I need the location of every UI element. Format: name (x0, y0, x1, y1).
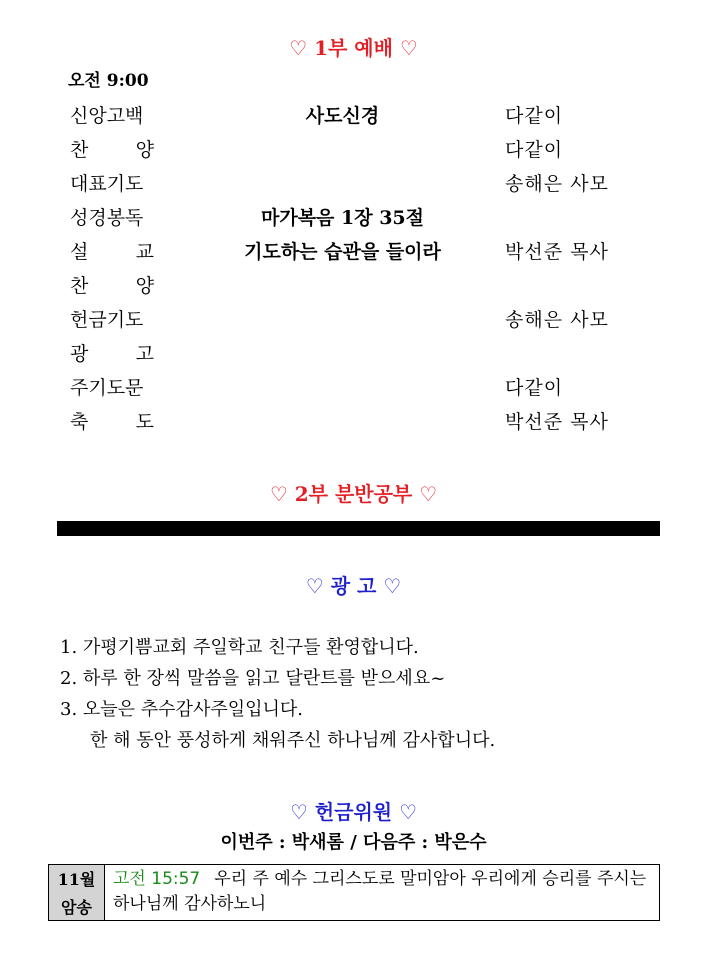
notice-item-continued: 한 해 동안 풍성하게 채워주신 하나님께 감사합니다. (90, 730, 496, 751)
order-item-char: 교 (135, 241, 154, 263)
order-leader: 다같이 (505, 139, 564, 161)
order-item-char: 양 (135, 275, 154, 297)
memory-verse-box (48, 864, 660, 921)
order-item-char: 찬 (70, 139, 89, 161)
memory-verse-text (105, 865, 659, 920)
order-row (70, 203, 650, 237)
order-item-char: 설 (70, 241, 89, 263)
order-content: 사도신경 (305, 105, 380, 127)
order-row (70, 407, 650, 441)
order-item-char: 도 (135, 411, 154, 433)
order-item: 헌금기도 (70, 309, 144, 331)
order-content: 기도하는 습관을 들이라 (244, 241, 441, 263)
notice-item: 1. 가평기쁨교회 주일학교 친구들 환영합니다. (60, 637, 419, 658)
order-leader: 다같이 (505, 105, 564, 127)
order-item-char: 고 (135, 343, 154, 365)
order-item (70, 407, 154, 434)
order-leader: 송해은 사모 (505, 173, 609, 195)
order-leader: 박선준 목사 (505, 411, 609, 433)
order-item: 대표기도 (70, 173, 144, 195)
part1-title: ♡ 1부 예배 ♡ (289, 36, 418, 60)
ushers-title: ♡ 헌금위원 ♡ (289, 800, 418, 824)
verse-label-text: 암송 (61, 897, 92, 917)
notice-item: 3. 오늘은 추수감사주일입니다. (60, 699, 303, 720)
service-time: 오전 9:00 (68, 71, 149, 91)
order-leader: 박선준 목사 (505, 241, 609, 263)
order-row (70, 169, 650, 203)
order-item-char: 축 (70, 411, 89, 433)
order-item (70, 339, 154, 366)
order-item (70, 271, 154, 298)
memory-verse-label (49, 865, 105, 920)
part2-title: ♡ 2부 분반공부 ♡ (269, 482, 438, 506)
order-row (70, 271, 650, 305)
worship-order (70, 101, 650, 441)
order-item-char: 찬 (70, 275, 89, 297)
order-item (70, 135, 154, 162)
order-leader: 송해은 사모 (505, 309, 609, 331)
order-leader: 다같이 (505, 377, 564, 399)
verse-month: 11월 (57, 870, 96, 890)
notice-item: 2. 하루 한 장씩 말씀을 읽고 달란트를 받으세요~ (60, 668, 446, 689)
verse-reference: 고전 15:57 (113, 869, 201, 889)
verse-body: 우리 주 예수 그리스도로 말미암아 우리에게 승리를 주시는 하나님께 감사하노니 (113, 869, 647, 914)
order-item (70, 237, 154, 264)
order-row (70, 305, 650, 339)
order-item-char: 광 (70, 343, 89, 365)
ushers-names: 이번주 : 박새롬 / 다음주 : 박은수 (220, 832, 487, 853)
order-row (70, 135, 650, 169)
section-divider (57, 521, 660, 536)
order-item-char: 양 (135, 139, 154, 161)
order-row (70, 373, 650, 407)
order-item: 신앙고백 (70, 105, 144, 127)
order-row (70, 339, 650, 373)
order-row (70, 101, 650, 135)
order-item: 성경봉독 (70, 207, 144, 229)
order-content: 마가복음 1장 35절 (260, 207, 424, 229)
notices-title: ♡ 광 고 ♡ (305, 574, 402, 598)
notices-list (60, 632, 495, 756)
order-row (70, 237, 650, 271)
order-item: 주기도문 (70, 377, 144, 399)
